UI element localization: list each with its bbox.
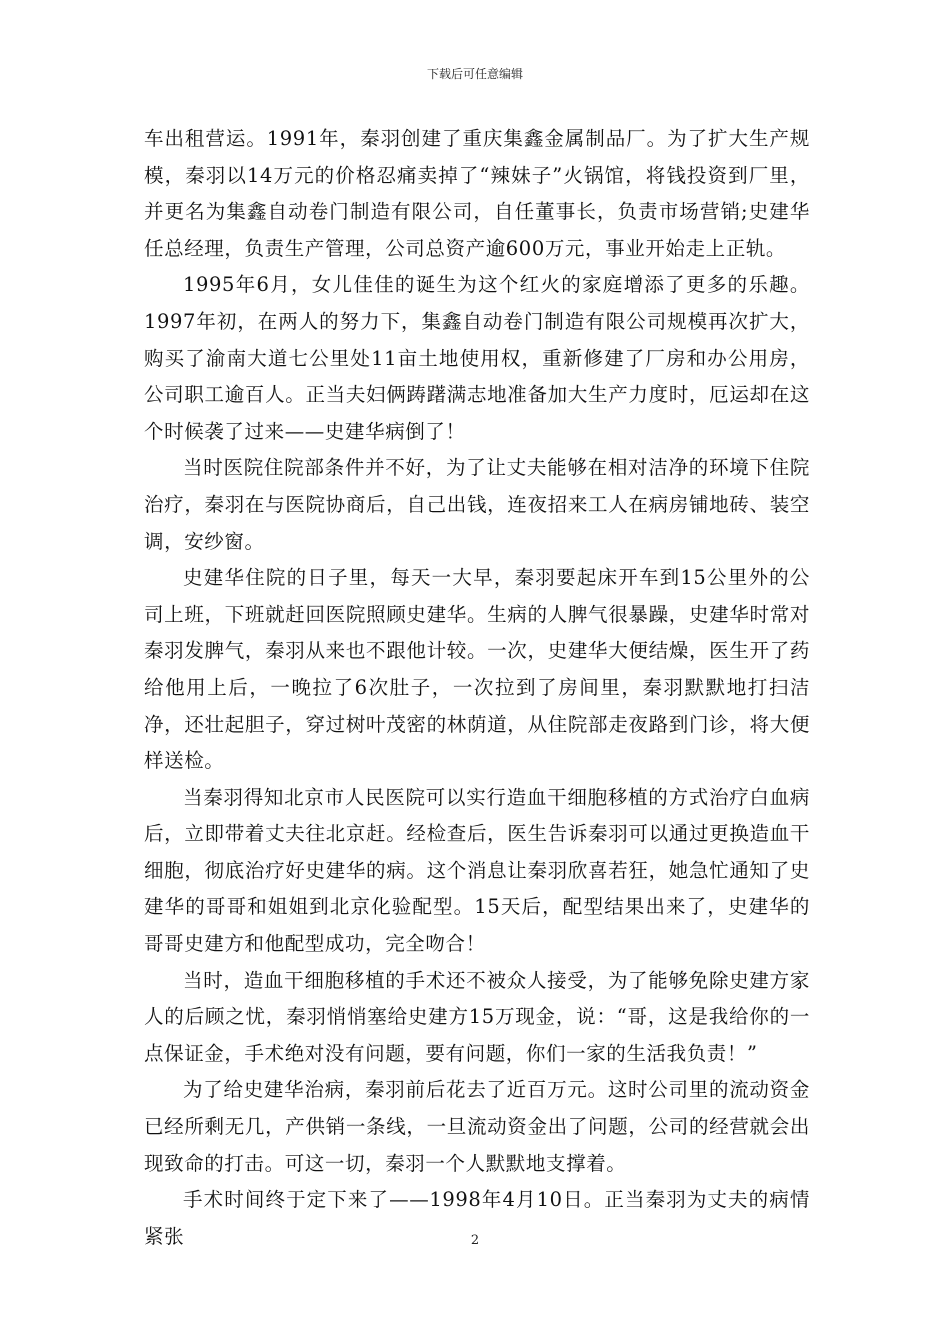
paragraph-8: 手术时间终于定下来了——1998年4月10日。正当秦羽为丈夫的病情紧张 bbox=[144, 1188, 810, 1248]
page-number: 2 bbox=[470, 1233, 480, 1248]
document-body bbox=[144, 121, 810, 1255]
paragraph-2: 1995年6月，女儿佳佳的诞生为这个红火的家庭增添了更多的乐趣。1997年初，在两人的努力下，集鑫自动卷门制造有限公司规模再次扩大，购买了渝南大道七公里处11亩土地使用权，重新修建了厂房和办公用房，公司职工逾百人。正当夫妇俩踌躇满志地准备加大生产力度时，厄运却在这个时候袭了过来——史建华病倒了！ bbox=[144, 273, 810, 443]
paragraph-7: 为了给史建华治病，秦羽前后花去了近百万元。这时公司里的流动资金已经所剩无几，产供销一条线，一旦流动资金出了问题，公司的经营就会出现致命的打击。可这一切，秦羽一个人默默地支撑着。 bbox=[144, 1078, 810, 1175]
paragraph-5: 当秦羽得知北京市人民医院可以实行造血干细胞移植的方式治疗白血病后，立即带着丈夫往北京赶。经检查后，医生告诉秦羽可以通过更换造血干细胞，彻底治疗好史建华的病。这个消息让秦羽欣喜若狂，她急忙通知了史建华的哥哥和姐姐到北京化验配型。15天后，配型结果出来了，史建华的哥哥史建方和他配型成功，完全吻合！ bbox=[144, 785, 810, 956]
paragraph-4: 史建华住院的日子里，每天一大早，秦羽要起床开车到15公里外的公司上班，下班就赶回医院照顾史建华。生病的人脾气很暴躁，史建华时常对秦羽发脾气，秦羽从来也不跟他计较。一次，史建华大便结燥，医生开了药给他用上后，一晚拉了6次肚子，一次拉到了房间里，秦羽默默地打扫洁净，还壮起胆子，穿过树叶茂密的林荫道，从住院部走夜路到门诊，将大便样送检。 bbox=[144, 566, 810, 773]
page-header-note: 下载后可任意编辑 bbox=[426, 67, 523, 81]
paragraph-3: 当时医院住院部条件并不好，为了让丈夫能够在相对洁净的环境下住院治疗，秦羽在与医院协商后，自己出钱，连夜招来工人在病房铺地砖、装空调，安纱窗。 bbox=[144, 456, 810, 553]
paragraph-6: 当时，造血干细胞移植的手术还不被众人接受，为了能够免除史建方家人的后顾之忧，秦羽悄悄塞给史建方15万现金，说：“哥，这是我给你的一点保证金，手术绝对没有问题，要有问题，你们一家的生活我负责！” bbox=[144, 968, 810, 1065]
paragraph-1: 车出租营运。1991年，秦羽创建了重庆集鑫金属制品厂。为了扩大生产规模，秦羽以14万元的价格忍痛卖掉了“辣妹子”火锅馆，将钱投资到厂里，并更名为集鑫自动卷门制造有限公司，自任董事长，负责市场营销;史建华任总经理，负责生产管理，公司总资产逾600万元，事业开始走上正轨。 bbox=[144, 127, 810, 260]
